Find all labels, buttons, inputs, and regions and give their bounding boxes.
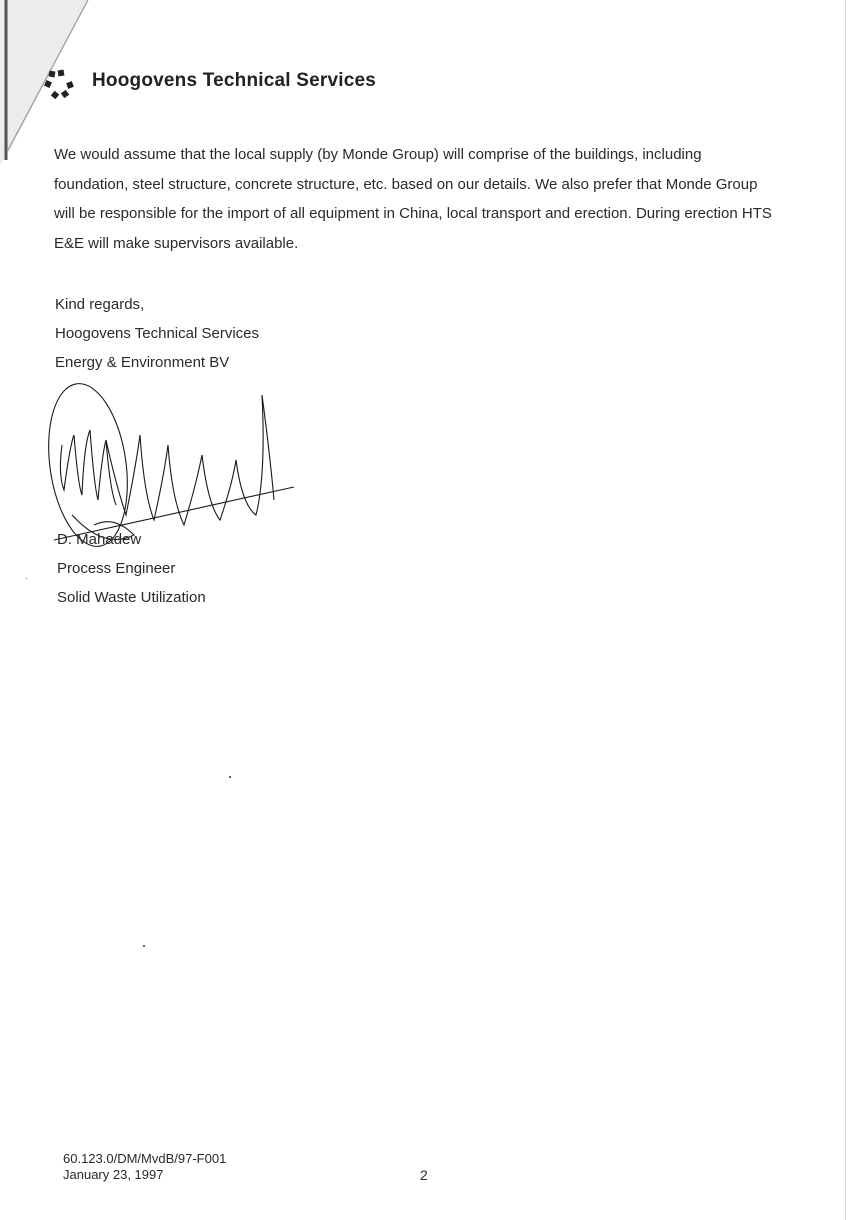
- signer-title: Process Engineer: [57, 560, 176, 577]
- scan-speck: [26, 578, 27, 579]
- page-number: 2: [420, 1167, 428, 1183]
- signer-block: [57, 525, 206, 612]
- letter-body-paragraph: We would assume that the local supply (by Monde Group) will comprise of the buildings, including foundation, steel structure, concrete structure, etc. based on our details. We also prefer that Monde Group will be responsible for the import of all equipment in China, local transport and erection. During erection HTS E&E will make supervisors available.: [54, 146, 772, 252]
- hoogovens-logo-icon: [44, 68, 80, 104]
- closing-block: [55, 290, 259, 377]
- scan-speck: [143, 945, 145, 947]
- page-right-edge: [845, 0, 846, 1220]
- scan-speck: [229, 776, 231, 778]
- closing-company-line2: Energy & Environment BV: [55, 354, 230, 371]
- document-date: January 23, 1997: [63, 1167, 164, 1182]
- salutation: Kind regards,: [55, 296, 145, 313]
- signer-name: D. Mahadew: [57, 531, 142, 548]
- closing-company-line1: Hoogovens Technical Services: [55, 325, 260, 342]
- footer-reference-block: [63, 1151, 226, 1183]
- company-name-heading: Hoogovens Technical Services: [92, 70, 377, 91]
- signer-department: Solid Waste Utilization: [57, 589, 206, 606]
- document-reference: 60.123.0/DM/MvdB/97-F001: [63, 1151, 227, 1166]
